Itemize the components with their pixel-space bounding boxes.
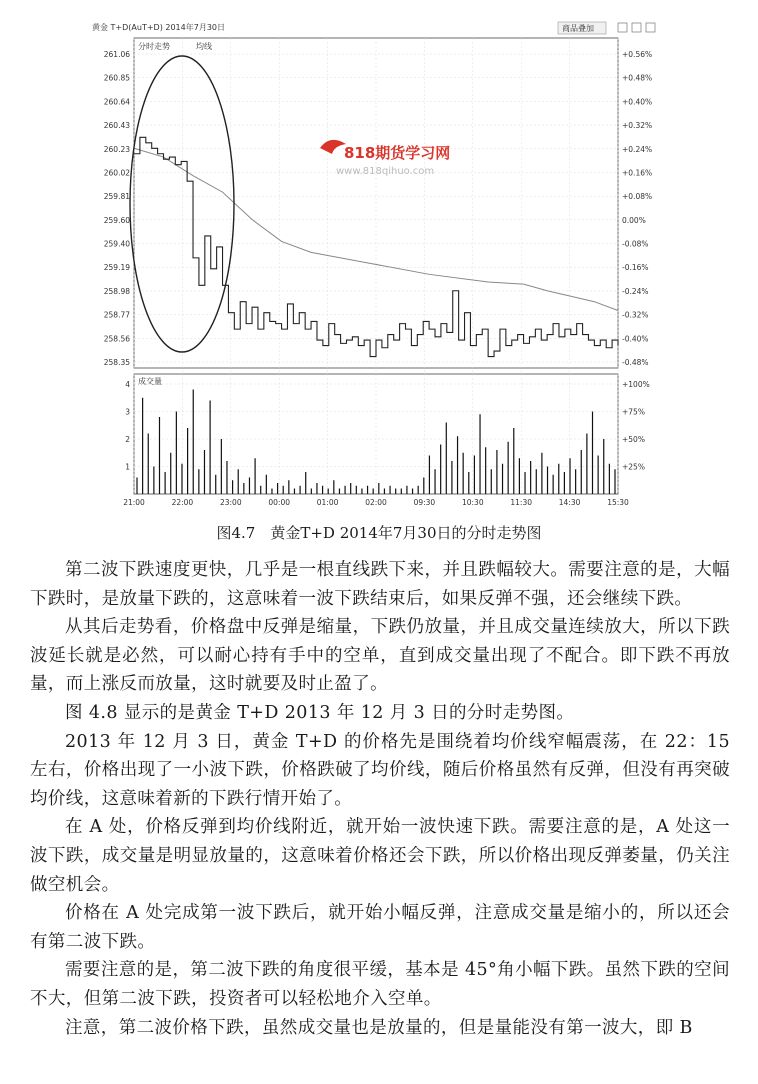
overlay-button-label: 商品叠加 <box>562 24 594 33</box>
pct-tick-label: -0.40% <box>622 334 649 344</box>
watermark-url: www.818qihuo.com <box>336 166 435 177</box>
price-tick-label: 258.98 <box>103 286 130 296</box>
paragraph: 2013 年 12 月 3 日，黄金 T+D 的价格先是围绕着均价线窄幅震荡，在 22：15 左右，价格出现了一小波下跌，价格跌破了均价线，随后价格虽然有反弹，但没有再突破均价线，这意味着新的下跌行情开始了。 <box>30 731 730 809</box>
volume-tick-label: 3 <box>125 407 130 417</box>
figure-caption: 图4.7 黄金T+D 2014年7月30日的分时走势图 <box>216 524 542 542</box>
pct-tick-label: +0.40% <box>622 97 653 107</box>
pct-tick-label: +0.32% <box>622 121 653 131</box>
price-tick-label: 260.64 <box>103 97 130 107</box>
paragraph: 图 4.8 显示的是黄金 T+D 2013 年 12 月 3 日的分时走势图。 <box>65 702 575 723</box>
pct-tick-label: +0.24% <box>622 144 653 154</box>
time-tick-label: 09:30 <box>413 498 436 507</box>
price-tick-label: 260.02 <box>103 168 130 178</box>
price-tick-label: 258.77 <box>103 310 130 320</box>
time-tick-label: 15:30 <box>607 498 629 507</box>
paragraph: 在 A 处，价格反弹到均价线附近，就开始一波快速下跌。需要注意的是，A 处这一波下跌，成交量是明显放量的，这意味着价格还会下跌，所以价格出现反弹萎量，仍关注做空机会。 <box>30 817 730 895</box>
time-tick-label: 14:30 <box>558 498 581 507</box>
price-tick-label: 259.81 <box>103 192 130 202</box>
pct-tick-label: -0.08% <box>622 239 649 249</box>
pct-tick-label: -0.16% <box>622 263 649 273</box>
pct-tick-label: +0.16% <box>622 168 653 178</box>
pct-tick-label: -0.48% <box>622 358 649 367</box>
volume-pct-label: +100% <box>622 380 650 389</box>
pct-tick-label: 0.00% <box>622 215 646 225</box>
time-tick-label: 02:00 <box>365 498 387 507</box>
volume-pct-label: +50% <box>622 435 645 444</box>
watermark-title: 818期货学习网 <box>344 144 451 162</box>
volume-tick-label: 2 <box>125 435 130 444</box>
paragraph: 价格在 A 处完成第一波下跌后，就开始小幅反弹，注意成交量是缩小的，所以还会有第二波下跌。 <box>30 903 730 952</box>
body-text <box>30 556 730 1042</box>
volume-tick-label: 4 <box>125 380 130 389</box>
volume-pct-label: +25% <box>622 462 645 472</box>
volume-tick-label: 1 <box>125 462 130 472</box>
pct-tick-label: -0.24% <box>622 286 649 296</box>
price-tick-label: 261.06 <box>103 50 130 59</box>
volume-pct-label: +75% <box>622 407 645 417</box>
price-tick-label: 260.23 <box>103 144 130 154</box>
paragraph: 注意，第二波价格下跌，虽然成交量也是放量的，但是量能没有第一波大，即 B <box>65 1017 693 1038</box>
time-tick-label: 00:00 <box>268 498 291 507</box>
price-tick-label: 260.43 <box>103 121 130 131</box>
chart-header-title: 黄金 T+D(AuT+D) 2014年7月30日 <box>92 23 225 32</box>
price-tick-label: 259.40 <box>103 239 130 249</box>
price-tick-label: 259.19 <box>103 263 130 273</box>
pct-tick-label: +0.08% <box>622 192 653 202</box>
time-tick-label: 10:30 <box>461 498 484 507</box>
pct-tick-label: +0.56% <box>622 50 653 59</box>
time-tick-label: 01:00 <box>316 498 339 507</box>
price-tick-label: 260.85 <box>103 73 130 83</box>
time-tick-label: 11:30 <box>510 498 533 507</box>
volume-title: 成交量 <box>138 377 162 386</box>
price-tick-label: 259.60 <box>103 215 130 225</box>
pct-tick-label: +0.48% <box>622 73 653 83</box>
tab-price[interactable]: 分时走势 <box>138 42 170 51</box>
time-tick-label: 21:00 <box>123 498 145 507</box>
time-tick-label: 23:00 <box>219 498 242 507</box>
pct-tick-label: -0.32% <box>622 310 649 320</box>
paragraph: 需要注意的是，第二波下跌的角度很平缓，基本是 45°角小幅下跌。虽然下跌的空间不大，但第二波下跌，投资者可以轻松地介入空单。 <box>30 960 730 1009</box>
paragraph: 第二波下跌速度更快，几乎是一根直线跌下来，并且跌幅较大。需要注意的是，大幅下跌时，是放量下跌的，这意味着一波下跌结束后，如果反弹不强，还会继续下跌。 <box>30 560 730 609</box>
paragraph: 从其后走势看，价格盘中反弹是缩量，下跌仍放量，并且成交量连续放大，所以下跌波延长就是必然，可以耐心持有手中的空单，直到成交量出现了不配合。即下跌不再放量，而上涨反而放量，这时就要及时止盈了。 <box>30 617 730 695</box>
tab-avg[interactable]: 均线 <box>196 42 212 51</box>
time-tick-label: 22:00 <box>171 498 194 507</box>
intraday-chart <box>88 18 688 518</box>
price-tick-label: 258.35 <box>103 358 130 367</box>
price-tick-label: 258.56 <box>103 334 130 344</box>
